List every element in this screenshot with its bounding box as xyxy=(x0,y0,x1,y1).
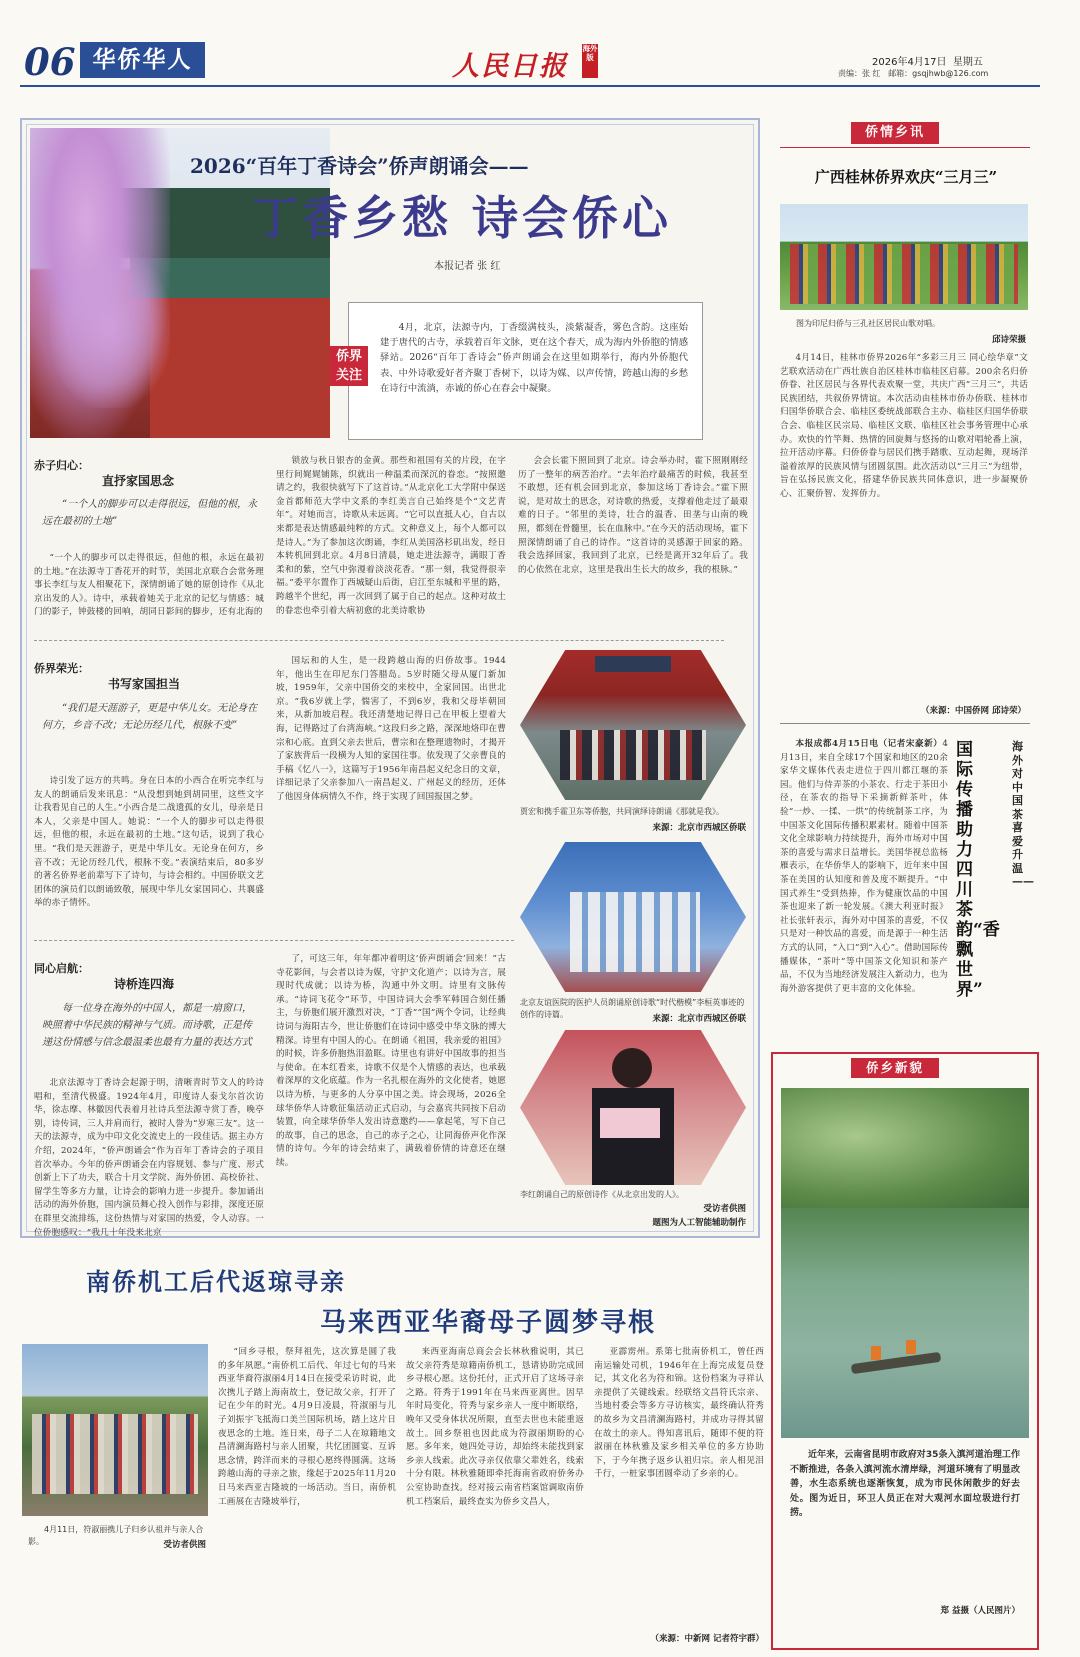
sichuan-dateline: 本报成都4月15日电（记者宋豪新） xyxy=(795,739,943,749)
sichuan-text xyxy=(780,738,948,1028)
sichuan-title: 国际传播助力四川茶韵“香飘世界” xyxy=(956,740,1000,1000)
event-photo-2 xyxy=(520,842,746,992)
guangxi-photo-credit: 邱诗荣摄 xyxy=(991,335,1026,345)
column-2-text-c: 了，可这三年，年年都冲着明这‘侨声朗诵会’回来！”古寺花影间，与会者以诗为媒，守护文化道产；以诗为言，展现时代成就；以诗为桥，沟通中外文明。诗里有文脉传承。“诗词飞花令”环节，中国诗词大会季军韩国合刻任播主，与侨胞们展开激烈对决，“丁香”“国”两个令词，让经典诗词与海阳古今，世让侨胞们在诗词中感受中华文脉的博大精深。诗里有中国人的心。在朗诵《祖国，我亲爱的祖国》的时候，许多侨胞热泪盈眶。诗里也有讲好中国故事的担当与使命。在本红看来，诗歌不仅是个人情感的表达，也承载着深厚的文化底蕴。作为一名扎根在海外的文化使者，她愿以诗为桥，与更多的人分享中国之美。诗会现场，2026全球华侨华人诗歌征集活动正式启动，与会嘉宾共同按下启动装置，向全球华侨华人发出诗意邀约——拿起笔，写下自己的故事，自己的思念，自己的赤子之心，让同海侨声化作深情的诗句。今年的诗会结束了，满载着侨情的诗意还在继续。 xyxy=(276,954,506,1168)
bottom-column-1: “回乡寻根，祭拜祖先，这次算是圆了我的多年夙愿。”南侨机工后代、年过七旬的马来西亚华裔符淑丽4月14日在接受采访时说，此次携儿子踏上海南故土，登记故父亲，打开了记在少年的时光。4月9日凌晨，符淑丽与儿子刘振宇飞抵海口美兰国际机场，踏上这片日夜思念的土地。连日来，母子二人在琼籍地文昌清澜海路村与亲人团聚，共忆团圆宴、互诉思念情，跨洋而来的寻根心愿终得圆满。这场跨越山海的寻亲之旅，缘起于2025年11月20日马来西亚吉隆坡的一场活动。当日，南侨机工画展在吉隆坡举行， xyxy=(218,1347,396,1507)
editor-email: 邮箱：gsqjhwb@126.com xyxy=(888,69,989,78)
illustration-note: 题图为人工智能辅助制作 xyxy=(652,1218,746,1228)
section-1-title: 直抒家国思念 xyxy=(102,474,175,488)
photo-3-caption: 李红朗诵自己的原创诗作《从北京出发的人》。 xyxy=(520,1190,684,1199)
feature-kicker: 2026“百年丁香诗会”侨声朗诵会—— xyxy=(190,154,529,178)
family-photo-credit: 受访者供图 xyxy=(163,1540,206,1550)
lead-badge: 侨界关注 xyxy=(330,346,368,386)
bottom-source: （来源：中新网 记者符宇群） xyxy=(650,1634,764,1644)
guangxi-photo xyxy=(780,204,1028,310)
new-look-caption: 近年来，云南省昆明市政府对35条入滇河道治理工作不断推进，各条入滇河流水清岸绿，河道环境有了明显改善，水生态系统也逐渐恢复，成为市民休闲散步的好去处。图为近日，环卫人员正在对大观河水面垃圾进行打捞。 xyxy=(790,1450,1020,1518)
photo-2-source: 来源：北京市西城区侨联 xyxy=(652,1014,746,1024)
right-box-label: 侨情乡讯 xyxy=(851,122,939,144)
feature-byline: 本报记者 张 红 xyxy=(434,261,501,272)
right-label-rule xyxy=(780,147,1030,148)
bottom-column-2: 来西亚海南总商会会长林秋雅说明，其已故父亲符秀是琼籍南侨机工，恳请协助完成回乡寻根心愿。这份托付，正式开启了这场寻亲之路。符秀于1991年在马来西亚离世。因早年时局变化，符秀与家乡亲人一度中断联络，晚年又受身体状况所限，直至去世也未能重返故土。回乡祭祖也因此成为符淑丽期盼的心愿。多年来，她四处寻访，却始终未能找到家乡亲人线索。此次寻亲仅依靠父辈姓名，线索十分有限。林秋雅随即牵托海南省政府侨务办公室协助查找。经对接云南省档案馆调取南侨机工档案后，最终查实为侨乡文昌人， xyxy=(406,1347,584,1507)
section-1-quote: “一个人的脚步可以走得很远，但他的根，永远在最初的土地” xyxy=(42,499,258,527)
sichuan-body: 4月13日，来自全球17个国家和地区的20余家华文媒体代表走进位于四川都江堰的茶园。他们与侍弄茶的小茶农、行走于茶田小径，在茶农的指导下采摘新鲜茶叶，体验“一炒、一揉、一烘”的传统制茶工序，为中国茶文化国际传播积累素材。随着中国茶文化全球影响力持续提升，海外市场对中国茶的喜爱与需求日益增长。美国华视总监杨雁表示，在华侨华人的影响下，近年来中国茶在美国的认知度和普及度不断提升。“中国式养生”受到热捧，作为健康饮品的中国茶也迎来了新一轮发展。《澳大利亚时报》社长张轩表示，海外对中国茶的喜爱，不仅只是对一种饮品的喜爱，而是源于一种生活方式的认同，“入口”到“入心”。借助国际传播媒体，“茶叶”等中国茶文化知识和茶产品，不仅为当地经济发展注入新动力，也为海外游客提供了更丰富的文化体验。 xyxy=(780,739,948,994)
paper-logo: 人民日报 xyxy=(452,51,568,82)
sichuan-kicker: 海外对中国茶喜爱升温—— xyxy=(1012,740,1034,888)
section-2-quote: “我们是天涯游子，更是中华儿女。无论身在何方，乡音不改；无论历经几代，根脉不变” xyxy=(42,703,258,731)
section-3-label: 同心启航： xyxy=(34,962,89,975)
new-look-label: 侨乡新貌 xyxy=(851,1058,939,1078)
section-3-title: 诗桥连四海 xyxy=(114,977,175,991)
section-2-label: 侨界荣光： xyxy=(34,662,89,675)
river-photo xyxy=(781,1088,1029,1438)
right-rule xyxy=(780,723,1030,724)
photo-3-source: 受访者供图 xyxy=(703,1204,746,1214)
family-photo xyxy=(22,1344,208,1516)
guangxi-text: 4月14日，桂林市侨界2026年“多彩三月三 同心绘华章”文艺联欢活动在广西壮族自治区桂林市临桂区启幕。200余名归侨侨眷、社区居民与各界代表欢聚一堂，共庆广西“三月三”，共话民族团结，共叙侨界情谊。本次活动由桂林市侨办侨联、桂林市归国华侨联合会、临桂区委统战部联合主办、临桂区归国华侨联合会、临桂区民宗局、临桂区文联、临桂区社会事务管理中心承办。欢快的竹竿舞、热情的回旋舞与悠扬的山歌对唱轮番上演，拉开活动序幕。归侨侨眷与居民们携手踏歌、互动起舞，现场洋溢着浓厚的民族风情与团圆氛围。此次活动以“三月三”为纽带，旨在弘扬民族文化，搭建华侨民族共同体意识，进一步凝聚侨心、汇聚侨智、发挥侨力。 xyxy=(780,353,1028,499)
column-2-text-a: 锁放与秋日银杏的金黄。那些和祖国有关的片段，在字里行间娓娓铺陈，织就出一种温柔而深沉的眷恋。“按照邀请之约，我很快就写下了这首诗。”从北京化工大学附中保送金首都师范大学中文系的李红美言自己始终是个“文艺青年”。对她而言，诗歌从未远离。“它可以直抵人心，自古以来都是表达情感最纯粹的方式。文种意义上，每个人都可以是诗人。”为了参加这次朗诵，李红从美国洛杉矶出发，经日本转机回到北京。4月8日清晨，她走进法源寺，满眼丁香柔和的紫，空气中弥漫着淡淡花香。“那一刻，我觉得很幸福。”委平尔置作丁西城疑山后街，启江至东城和平里的路，跨越半个世纪，再一次回到了属于自己的起点。这种对故土的眷恋也牵引着大病初愈的北美诗歌协 xyxy=(276,456,506,616)
guangxi-title: 广西桂林侨界欢庆“三月三” xyxy=(814,168,998,186)
edition-badge: 海外版 xyxy=(582,44,598,78)
new-look-credit: 郑 益摄（人民图片） xyxy=(940,1606,1020,1616)
photo-1-source: 来源：北京市西城区侨联 xyxy=(652,823,746,833)
bottom-column-3: 亚霹雳州。系第七批南侨机工，曾任西南运输处司机，1946年在上海完成复员登记，其文化名为符和锦。这份档案为寻祥认亲提供了关键线索。经联络文昌符氏宗亲、当地村委会等多方寻访核实，最终确认符秀的故乡为文昌清澜海路村，并成功寻得其留在故土的亲人。得知喜讯后，随即不便的符淑丽在林秋雅及家乡相关单位的多方协助下，于今年携子返乡认祖归宗。亲人相见泪千行，一桩家事团圆牵动了乡亲的心。 xyxy=(594,1347,764,1480)
section-2-text: 诗引发了远方的共鸣。身在日本的小西合在听完李红与友人的朗诵后发来讯息：“从没想到她到胡同里，这些文字让我看见自己的人生。”小西合是二战遗孤的女儿，母亲是日本人，父亲是中国人。她说：“一个人的脚步可以走得很远，但他的根，永远在最初的土地。”这句话，说到了我心里。“我们是天涯游子，更是中华儿女。无论身在何方，乡音不改；无论历经几代，根脉不变。”表演结束后，80多岁的著名侨界老前辈写下了诗句，与诗会相约。中国侨联文艺团体的演员们以朗诵致敬，展现中华儿女家国同心、共襄盛举的赤子情怀。 xyxy=(34,776,264,909)
section-3-quote: 每一位身在海外的中国人，都是一扇窗口，映照着中华民族的精神与气质。而诗歌，正是传递这份情感与信念最温柔也最有力量的表达方式 xyxy=(42,1003,252,1048)
event-photo-3 xyxy=(520,1030,746,1185)
editor-credit: 责编：张 红 xyxy=(838,69,881,78)
event-photo-1 xyxy=(520,650,746,800)
masthead-rule xyxy=(20,85,1040,87)
masthead xyxy=(0,0,1080,92)
issue-date: 2026年4月17日 xyxy=(872,57,947,68)
section-1-label: 赤子归心： xyxy=(34,459,89,472)
family-photo-caption: 4月11日，符淑丽携儿子归乡认祖并与亲人合影。 xyxy=(28,1525,204,1546)
section-1-text: “一个人的脚步可以走得很远，但他的根，永远在最初的土地。”在法源寺丁香花开的时节，美国北京联合会常务理事长李红与友人相聚花下，深情朗诵了她的原创诗作《从北京出发的人》。诗中，承载着她关于北京的记忆与情感：城门的影子，钟鼓楼的回响，胡同日影间的脚步，还有北海的 xyxy=(34,553,264,618)
bottom-title-2: 马来西亚华裔母子圆梦寻根 xyxy=(320,1308,657,1338)
lead-text: 4月，北京，法源寺内，丁香缀满枝头，淡紫凝香，雾色含韵。这座始建于唐代的古寺，承载着百年文脉，更在这个春天，成为海内外侨胞的情感驿站。2026“百年丁香诗会”侨声朗诵会在这里如期举行，海内外侨胞代表、中外诗歌爱好者齐聚丁香树下，以诗为媒、以声传情，跨越山海的乡愁在诗行中流淌，赤诚的侨心在春会中凝聚。 xyxy=(380,322,688,394)
section-2-title: 书写家国担当 xyxy=(108,677,181,691)
photo-1-caption: 贾宏和携手霍卫东等侨胞，共同演绎诗朗诵《那就是我》。 xyxy=(520,807,724,816)
column-3-text: 会会长霍下照回到了北京。诗会举办时，霍下照刚刚经历了一整年的病苦治疗。“去年治疗最痛苦的时候，我甚至不敢想，还有机会回到北京，参加这场丁香诗会。”霍下照说，是对故土的思念，对诗歌的热爱，支撑着他走过了最艰难的日子。“邻里的美诗，壮合的温香、田垄与山南的晚照，都刻在骨髓里，长在血脉中。”在今天的活动现场，霍下照深情朗诵了自己的诗作。“这首诗的灵感源于回家的路。我会选择回家，我回到了北京，已经是离开32年后了。我的心依然在北京，这里是我出生长大的故乡，我的根脉。” xyxy=(518,456,748,575)
bottom-title-1: 南侨机工后代返琼寻亲 xyxy=(86,1267,346,1296)
page-number: 06 xyxy=(24,40,76,84)
column-2-text-b: 国坛和的人生，是一段跨越山海的归侨故事。1944年，他出生在印尼东门答腊岛。5岁时随父母从厦门新加坡，1959年，父亲中国侨交的来校中，全家回国。出世北京。“我6岁就上学，惴害了，不到6岁，我和父母毕朝回来，从新加坡启程。我还清楚地记得日己在甲板上望着大海，记得路过了台湾海峡。”这段归乡之路，深深地烙印在曹宗和心底。直到父亲去世后，曹宗和在整理遗物时，才揭开了家族背后一段横为人知的家国往事。依发现了父亲曹良的手稿《忆八一》，这篇写于1956年南昌起义纪念日的文章，详细记录了父亲参加八一南昌起义、广州起义的经历，还体了他因身体病情久不作，终于实现了回国报国之梦。 xyxy=(276,656,506,802)
divider xyxy=(34,640,724,641)
photo-2-caption: 北京友谊医院的医护人员朗诵原创诗歌“时代楷模”李桓英事迹的创作的诗篇。 xyxy=(520,998,745,1019)
weekday: 星期五 xyxy=(952,57,983,68)
guangxi-source: （来源：中国侨网 邱诗荣） xyxy=(921,706,1026,716)
guangxi-caption: 图为印尼归侨与三孔社区居民山歌对唱。 xyxy=(796,319,940,328)
divider xyxy=(34,940,514,941)
feature-title: 丁香乡愁 诗会侨心 xyxy=(252,191,673,245)
section-title: 华侨华人 xyxy=(80,42,205,78)
section-3-text: 北京法源寺丁香诗会起源于明，清晰青时节文人的吟诗唱和，至清代极盛。1924年4月，印度诗人泰戈尔首次访华，徐志摩、林徽因代表着月社诗兵至法源寺赏丁香，晚亭别，诗传词，三人并肩而行，被时人誉为“岁寒三友”。这一天的法源寺，成为中印文化交流史上的一段佳话。据主办方介绍，2024年，“侨声朗诵会”作为百年丁香诗会的子项目首次举办。今年的侨声朗诵会在内容规划、参与广度、形式创新上下了功夫，联合十月文学院、海外侨团、高校侨社、留学生等多方力量，让诗会的影响力进一步提升。参加诵出活动的海外侨胞，国内演员舞心投入创作与彩排，深度还原在群里交流排练，这份热情与对家国的热爱，令人动容。一位侨胞感叹：“我几十年没来北京 xyxy=(34,1078,264,1238)
